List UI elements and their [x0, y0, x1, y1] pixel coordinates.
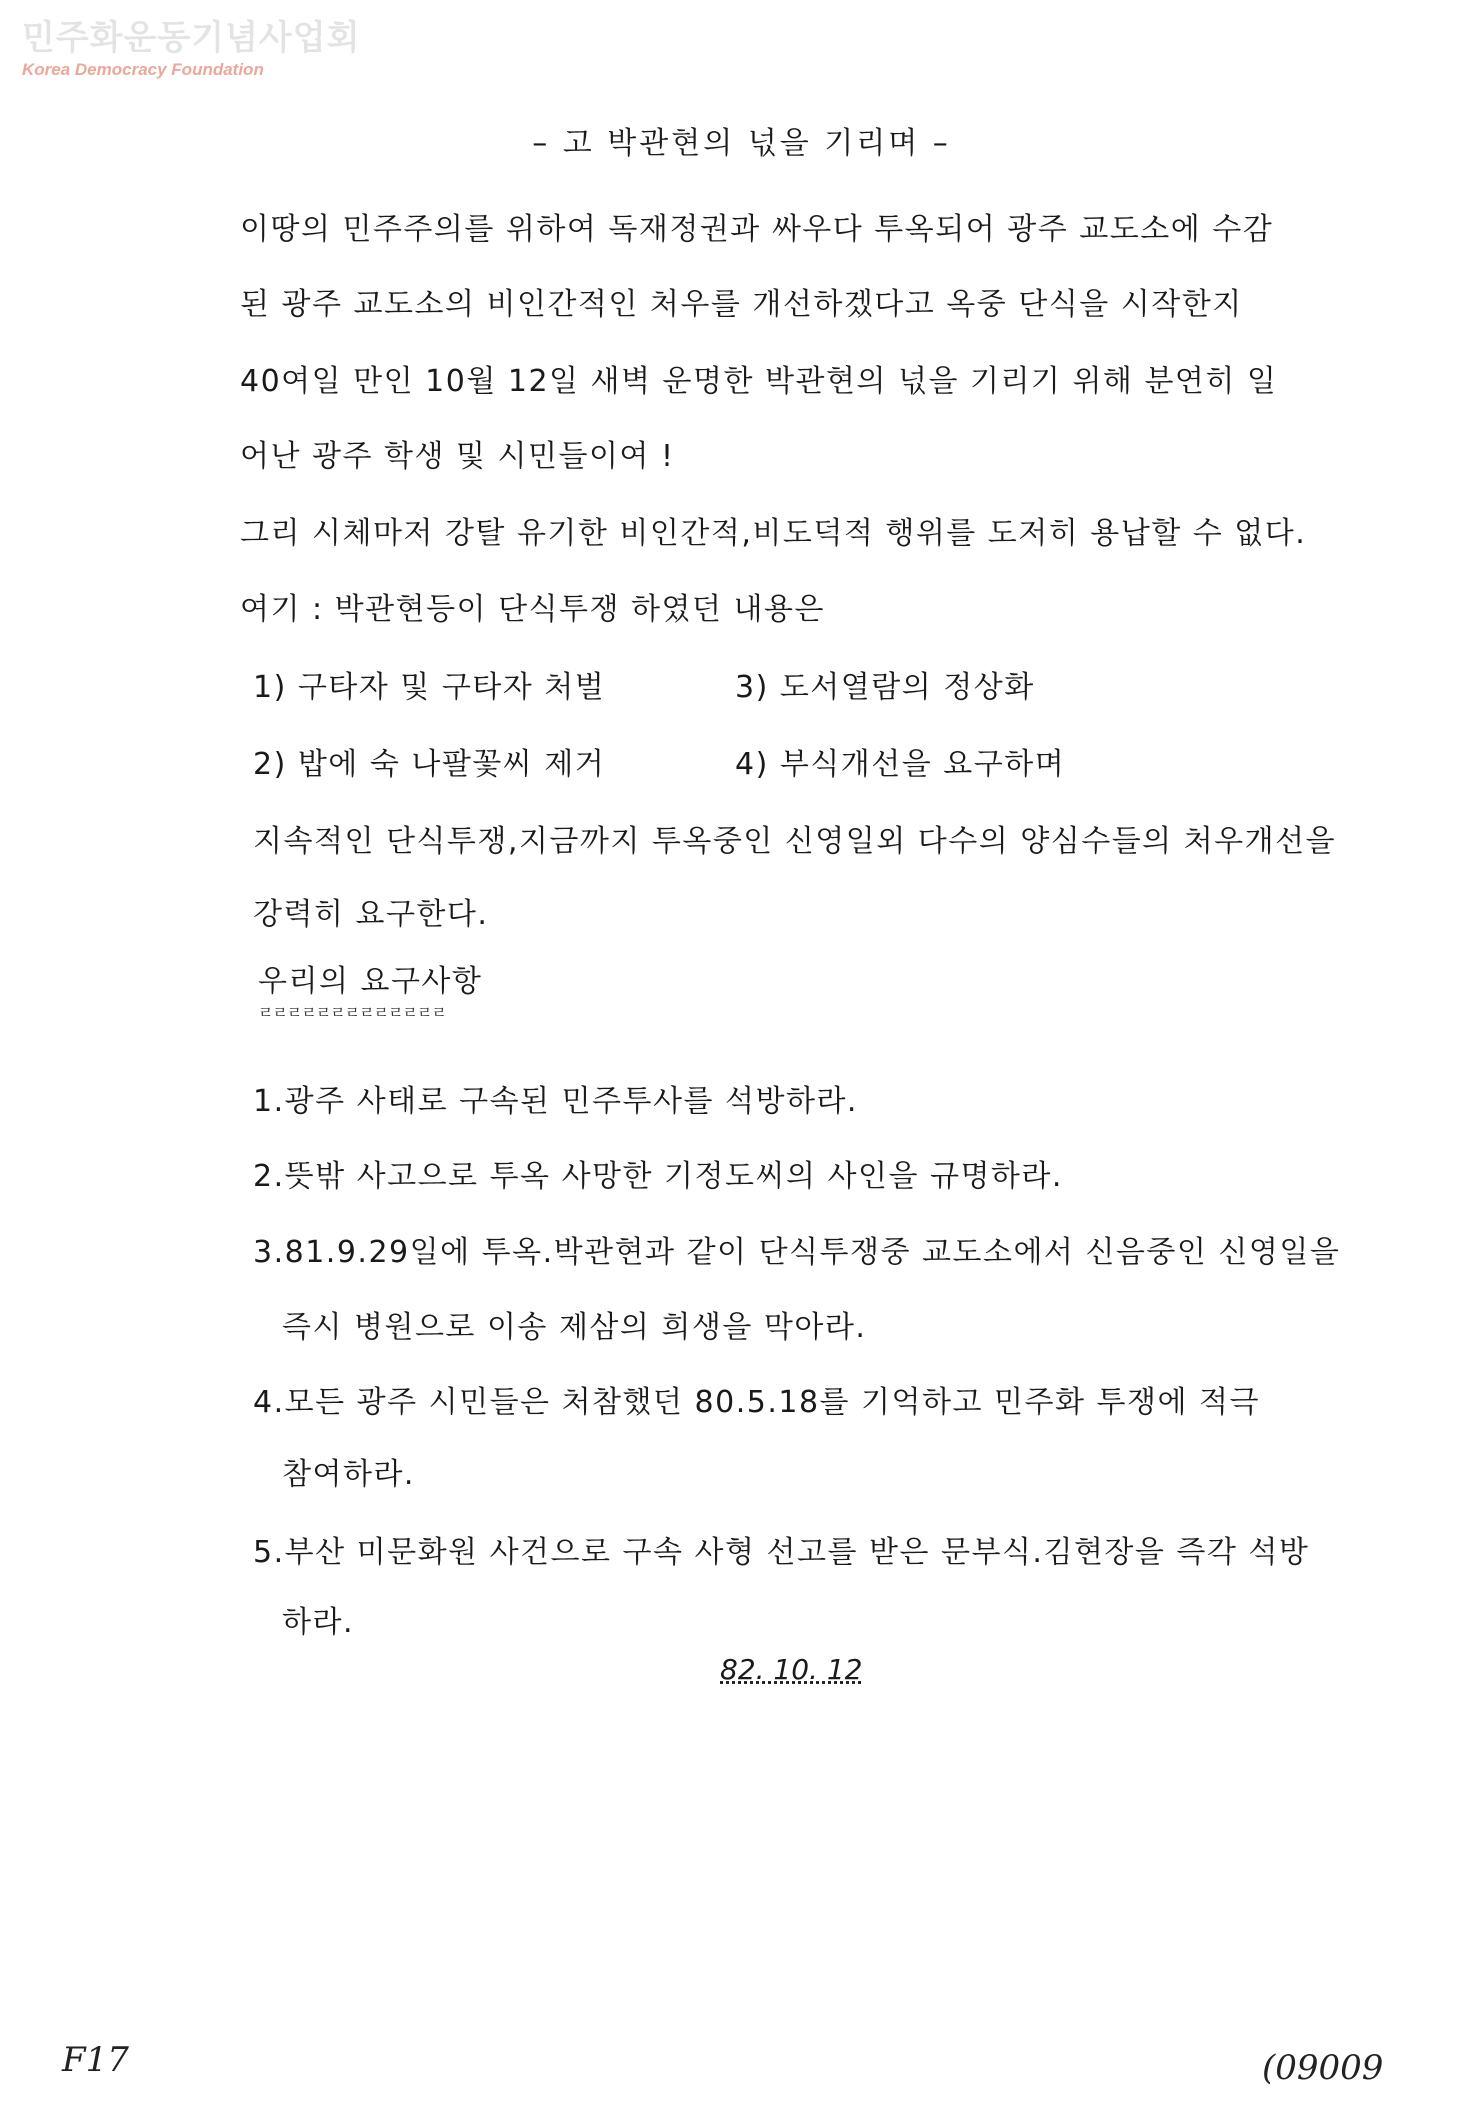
numbered-demand: 5.부산 미문화원 사건으로 구속 사형 선고를 받은 문부식.김현장을 즉각 석방	[253, 1535, 1310, 1570]
demand-item: 3) 도서열람의 정상화	[735, 670, 1035, 705]
numbered-demand: 2.뜻밖 사고으로 투옥 사망한 기정도씨의 사인을 규명하라.	[253, 1159, 1063, 1194]
numbered-demand: 참여하라.	[282, 1457, 415, 1492]
demand-item: 2) 밥에 숙 나팔꽃씨 제거	[253, 747, 606, 782]
watermark-korean: 민주화운동기념사업회	[22, 18, 361, 58]
demand-item: 1) 구타자 및 구타자 처벌	[253, 670, 606, 705]
intro-line: 여기 : 박관현등이 단식투쟁 하였던 내용은	[240, 592, 825, 627]
intro-line: 된 광주 교도소의 비인간적인 처우를 개선하겠다고 옥중 단식을 시작한지	[240, 287, 1243, 322]
numbered-demand: 4.모든 광주 시민들은 처참했던 80.5.18를 기억하고 민주화 투쟁에 적극	[253, 1385, 1260, 1420]
intro-line: 40여일 만인 10월 12일 새벽 운명한 박관현의 넋을 기리기 위해 분연히 일	[240, 364, 1278, 399]
squiggle-underline: ㄹㄹㄹㄹㄹㄹㄹㄹㄹㄹㄹㄹㄹ	[258, 1003, 446, 1022]
numbered-demand: 하라.	[282, 1605, 354, 1640]
intro-line: 이땅의 민주주의를 위하여 독재정권과 싸우다 투옥되어 광주 교도소에 수감	[240, 212, 1274, 247]
demands-heading: 우리의 요구사항	[258, 964, 483, 999]
bottom-left-note: F17	[62, 2040, 129, 2080]
bottom-right-note: (09009	[1262, 2048, 1384, 2088]
continuation-line: 지속적인 단식투쟁,지금까지 투옥중인 신영일외 다수의 양심수들의 처우개선을	[253, 824, 1337, 859]
demand-item: 4) 부식개선을 요구하며	[735, 747, 1066, 782]
document-title: – 고 박관현의 넋을 기리며 –	[532, 126, 951, 161]
watermark-english: Korea Democracy Foundation	[22, 60, 264, 79]
intro-line: 어난 광주 학생 및 시민들이여 !	[240, 439, 675, 474]
continuation-line: 강력히 요구한다.	[253, 897, 489, 932]
numbered-demand: 1.광주 사태로 구속된 민주투사를 석방하라.	[253, 1084, 858, 1119]
numbered-demand: 3.81.9.29일에 투옥.박관현과 같이 단식투쟁중 교도소에서 신음중인 신영일을	[253, 1235, 1341, 1270]
watermark	[22, 18, 360, 80]
document-date: 82. 10. 12	[720, 1653, 863, 1686]
intro-line: 그리 시체마저 강탈 유기한 비인간적,비도덕적 행위를 도저히 용납할 수 없다.	[240, 516, 1307, 551]
numbered-demand: 즉시 병원으로 이송 제삼의 희생을 막아라.	[282, 1310, 867, 1345]
